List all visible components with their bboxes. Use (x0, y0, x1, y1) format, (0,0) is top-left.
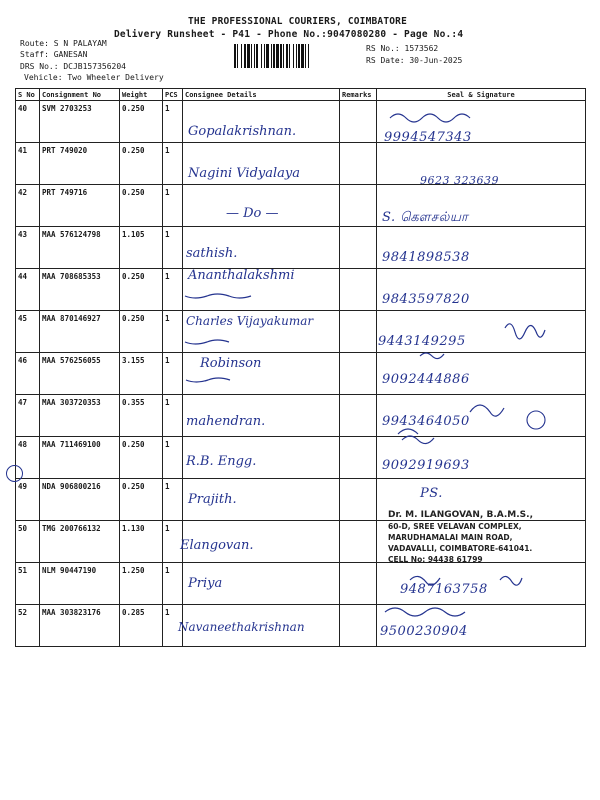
pcs-cell: 1 (163, 227, 183, 269)
weight-cell: 0.250 (120, 479, 163, 521)
sno-cell: 45 (16, 311, 40, 353)
pcs-cell: 1 (163, 437, 183, 479)
sno-cell: 48 (16, 437, 40, 479)
stamp-line: Dr. M. ILANGOVAN, B.A.M.S., (388, 510, 533, 520)
sno-cell: 42 (16, 185, 40, 227)
col-sno: S No (16, 89, 40, 101)
consignment-cell: PRT 749716 (40, 185, 120, 227)
doctor-stamp (388, 510, 588, 565)
consignment-cell: MAA 708685353 (40, 269, 120, 311)
pcs-cell: 1 (163, 269, 183, 311)
weight-cell: 0.250 (120, 185, 163, 227)
drs-number: DRS No.: DCJB157356204 (20, 62, 126, 71)
col-consignment: Consignment No (40, 89, 120, 101)
sno-cell: 41 (16, 143, 40, 185)
route-label: Route: S N PALAYAM (20, 39, 107, 48)
signature-handwritten: 9843597820 (382, 292, 470, 307)
signature-handwritten: 9443149295 (378, 334, 466, 349)
weight-cell: 1.105 (120, 227, 163, 269)
pcs-cell: 1 (163, 521, 183, 563)
consignee-handwritten: mahendran. (186, 414, 266, 429)
consignment-cell: PRT 749020 (40, 143, 120, 185)
sno-cell: 50 (16, 521, 40, 563)
consignee-handwritten: Charles Vijayakumar (186, 314, 314, 328)
weight-cell: 0.250 (120, 101, 163, 143)
row-highlight-circle (6, 465, 23, 482)
consignee-handwritten: Ananthalakshmi (188, 268, 295, 283)
consignee-handwritten: — Do — (226, 206, 279, 221)
pcs-cell: 1 (163, 185, 183, 227)
document-subtitle: Delivery Runsheet - P41 - Phone No.:9047080280 - Page No.:4 (114, 29, 464, 40)
sno-cell: 49 (16, 479, 40, 521)
consignment-cell: MAA 576256055 (40, 353, 120, 395)
stamp-line: 60-D, SREE VELAVAN COMPLEX, (388, 522, 522, 531)
consignee-handwritten: Gopalakrishnan. (188, 124, 297, 139)
weight-cell: 0.250 (120, 269, 163, 311)
weight-cell: 1.250 (120, 563, 163, 605)
consignment-cell: MAA 303823176 (40, 605, 120, 647)
consignee-handwritten: Nagini Vidyalaya (188, 166, 301, 181)
consignee-handwritten: Prajith. (188, 492, 237, 507)
consignee-handwritten: Robinson (200, 356, 262, 371)
rs-date: RS Date: 30-Jun-2025 (366, 56, 463, 65)
col-remarks: Remarks (340, 89, 377, 101)
pcs-cell: 1 (163, 101, 183, 143)
signature-handwritten: S. கௌசல்யா (382, 210, 469, 225)
pcs-cell: 1 (163, 605, 183, 647)
rs-number: RS No.: 1573562 (366, 44, 439, 53)
stamp-line: VADAVALLI, COIMBATORE-641041. (388, 544, 533, 553)
signature-handwritten: 9994547343 (384, 130, 472, 145)
consignee-handwritten: sathish. (186, 246, 238, 261)
weight-cell: 3.155 (120, 353, 163, 395)
vehicle-label: Vehicle: Two Wheeler Delivery (24, 73, 164, 82)
signature-handwritten: 9092919693 (382, 458, 470, 473)
sno-cell: 40 (16, 101, 40, 143)
weight-cell: 0.250 (120, 143, 163, 185)
consignee-handwritten: R.B. Engg. (186, 454, 257, 469)
document-title: THE PROFESSIONAL COURIERS, COIMBATORE (188, 16, 408, 27)
signature-handwritten: 9500230904 (380, 624, 468, 639)
weight-cell: 1.130 (120, 521, 163, 563)
col-consignee: Consignee Details (183, 89, 340, 101)
stamp-line: MARUDHAMALAI MAIN ROAD, (388, 533, 513, 542)
sno-cell: 51 (16, 563, 40, 605)
weight-cell: 0.355 (120, 395, 163, 437)
signature-handwritten: 9092444886 (382, 372, 470, 387)
weight-cell: 0.250 (120, 437, 163, 479)
signature-handwritten: PS. (420, 486, 443, 501)
pcs-cell: 1 (163, 353, 183, 395)
pcs-cell: 1 (163, 395, 183, 437)
staff-label: Staff: GANESAN (20, 50, 88, 59)
consignment-cell: NLM 90447190 (40, 563, 120, 605)
consignee-handwritten: Elangovan. (180, 538, 254, 553)
weight-cell: 0.250 (120, 311, 163, 353)
pcs-cell: 1 (163, 563, 183, 605)
consignment-cell: MAA 576124798 (40, 227, 120, 269)
consignment-cell: MAA 870146927 (40, 311, 120, 353)
col-pcs: PCS (163, 89, 183, 101)
consignment-cell: MAA 711469100 (40, 437, 120, 479)
weight-cell: 0.285 (120, 605, 163, 647)
sno-cell: 44 (16, 269, 40, 311)
signature-handwritten: 9943464050 (382, 414, 470, 429)
consignment-cell: NDA 906800216 (40, 479, 120, 521)
pcs-cell: 1 (163, 311, 183, 353)
sno-cell: 47 (16, 395, 40, 437)
col-seal: Seal & Signature (377, 89, 586, 101)
stamp-line: CELL No: 94438 61799 (388, 555, 483, 564)
pcs-cell: 1 (163, 143, 183, 185)
consignee-handwritten: Navaneethakrishnan (178, 620, 305, 634)
consignment-cell: SVM 2703253 (40, 101, 120, 143)
consignment-cell: TMG 200766132 (40, 521, 120, 563)
pcs-cell: 1 (163, 479, 183, 521)
col-weight: Weight (120, 89, 163, 101)
sno-cell: 52 (16, 605, 40, 647)
sno-cell: 46 (16, 353, 40, 395)
signature-handwritten: 9487163758 (400, 582, 488, 597)
consignment-cell: MAA 303720353 (40, 395, 120, 437)
consignee-handwritten: Priya (188, 576, 223, 591)
signature-handwritten: 9841898538 (382, 250, 470, 265)
sno-cell: 43 (16, 227, 40, 269)
signature-handwritten: 9623 323639 (420, 174, 499, 187)
